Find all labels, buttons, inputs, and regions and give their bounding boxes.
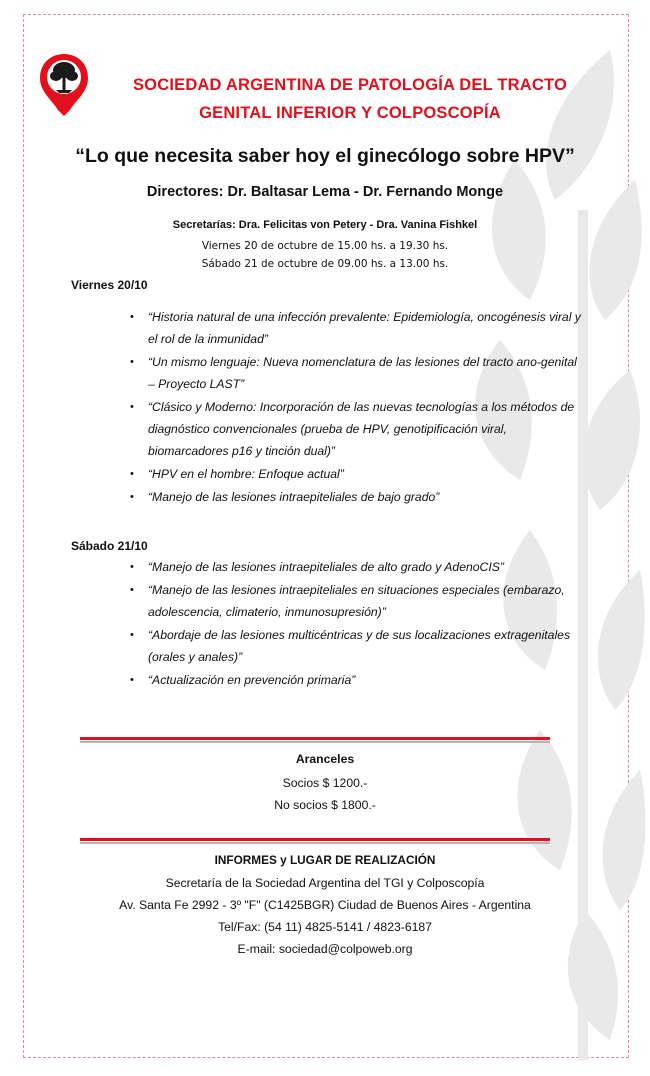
info-phone: Tel/Fax: (54 11) 4825-5141 / 4823-6187 (218, 920, 432, 934)
saturday-heading: Sábado 21/10 (71, 539, 148, 553)
info-title: INFORMES y LUGAR DE REALIZACIÓN (214, 853, 436, 867)
secretaries: Secretarías: Dra. Felicitas von Petery - Dra. Vanina Fishkel (172, 219, 478, 231)
fees-title: Aranceles (295, 752, 355, 766)
list-item: • “Historia natural de una infección prevalente: Epidemiología, oncogénesis viral y el rol de la inmunidad” (130, 306, 585, 350)
list-item: • “HPV en el hombre: Enfoque actual” (130, 463, 585, 485)
directors: Directores: Dr. Baltasar Lema - Dr. Fernando Monge (146, 184, 504, 200)
friday-talk-list (130, 306, 585, 509)
list-item: • “Un mismo lenguaje: Nueva nomenclatura de las lesiones del tracto ano-genital – Proyecto LAST” (130, 351, 585, 395)
saturday-talk-list (130, 556, 585, 692)
tree-logo-icon (38, 52, 90, 118)
list-item: • “Manejo de las lesiones intraepiteliales de bajo grado” (130, 486, 585, 508)
schedule-saturday: Sábado 21 de octubre de 09.00 hs. a 13.00 hs. (201, 258, 449, 270)
list-item: • “Manejo de las lesiones intraepiteliales en situaciones especiales (embarazo, adolescencia, climaterio, inmunosupresión)” (130, 579, 585, 623)
organization-name-line1: SOCIEDAD ARGENTINA DE PATOLOGÍA DEL TRACTO (132, 76, 568, 94)
fee-members: Socios $ 1200.- (282, 776, 368, 790)
section-divider (80, 737, 550, 743)
list-item: • “Manejo de las lesiones intraepiteliales de alto grado y AdenoCIS” (130, 556, 585, 578)
list-item: • “Actualización en prevención primaria” (130, 669, 585, 691)
schedule-friday: Viernes 20 de octubre de 15.00 hs. a 19.30 hs. (201, 240, 449, 252)
info-email: E-mail: sociedad@colpoweb.org (237, 942, 413, 956)
section-divider (80, 838, 550, 844)
list-item: • “Clásico y Moderno: Incorporación de las nuevas tecnologías a los métodos de diagnóstico convencionales (prueba de HPV, genotipificación viral, biomarcadores p16 y tinción dual)” (130, 396, 585, 462)
organization-name-line2: GENITAL INFERIOR Y COLPOSCOPÍA (199, 104, 501, 122)
friday-heading: Viernes 20/10 (71, 278, 148, 292)
list-item: • “Abordaje de las lesiones multicéntricas y de sus localizaciones extragenitales (orales y anales)” (130, 624, 585, 668)
fee-non-members: No socios $ 1800.- (274, 798, 376, 812)
info-venue: Secretaría de la Sociedad Argentina del TGI y Colposcopía (165, 876, 485, 890)
info-address: Av. Santa Fe 2992 - 3º "F" (C1425BGR) Ciudad de Buenos Aires - Argentina (119, 898, 531, 912)
course-title: “Lo que necesita saber hoy el ginecólogo sobre HPV” (75, 145, 575, 167)
